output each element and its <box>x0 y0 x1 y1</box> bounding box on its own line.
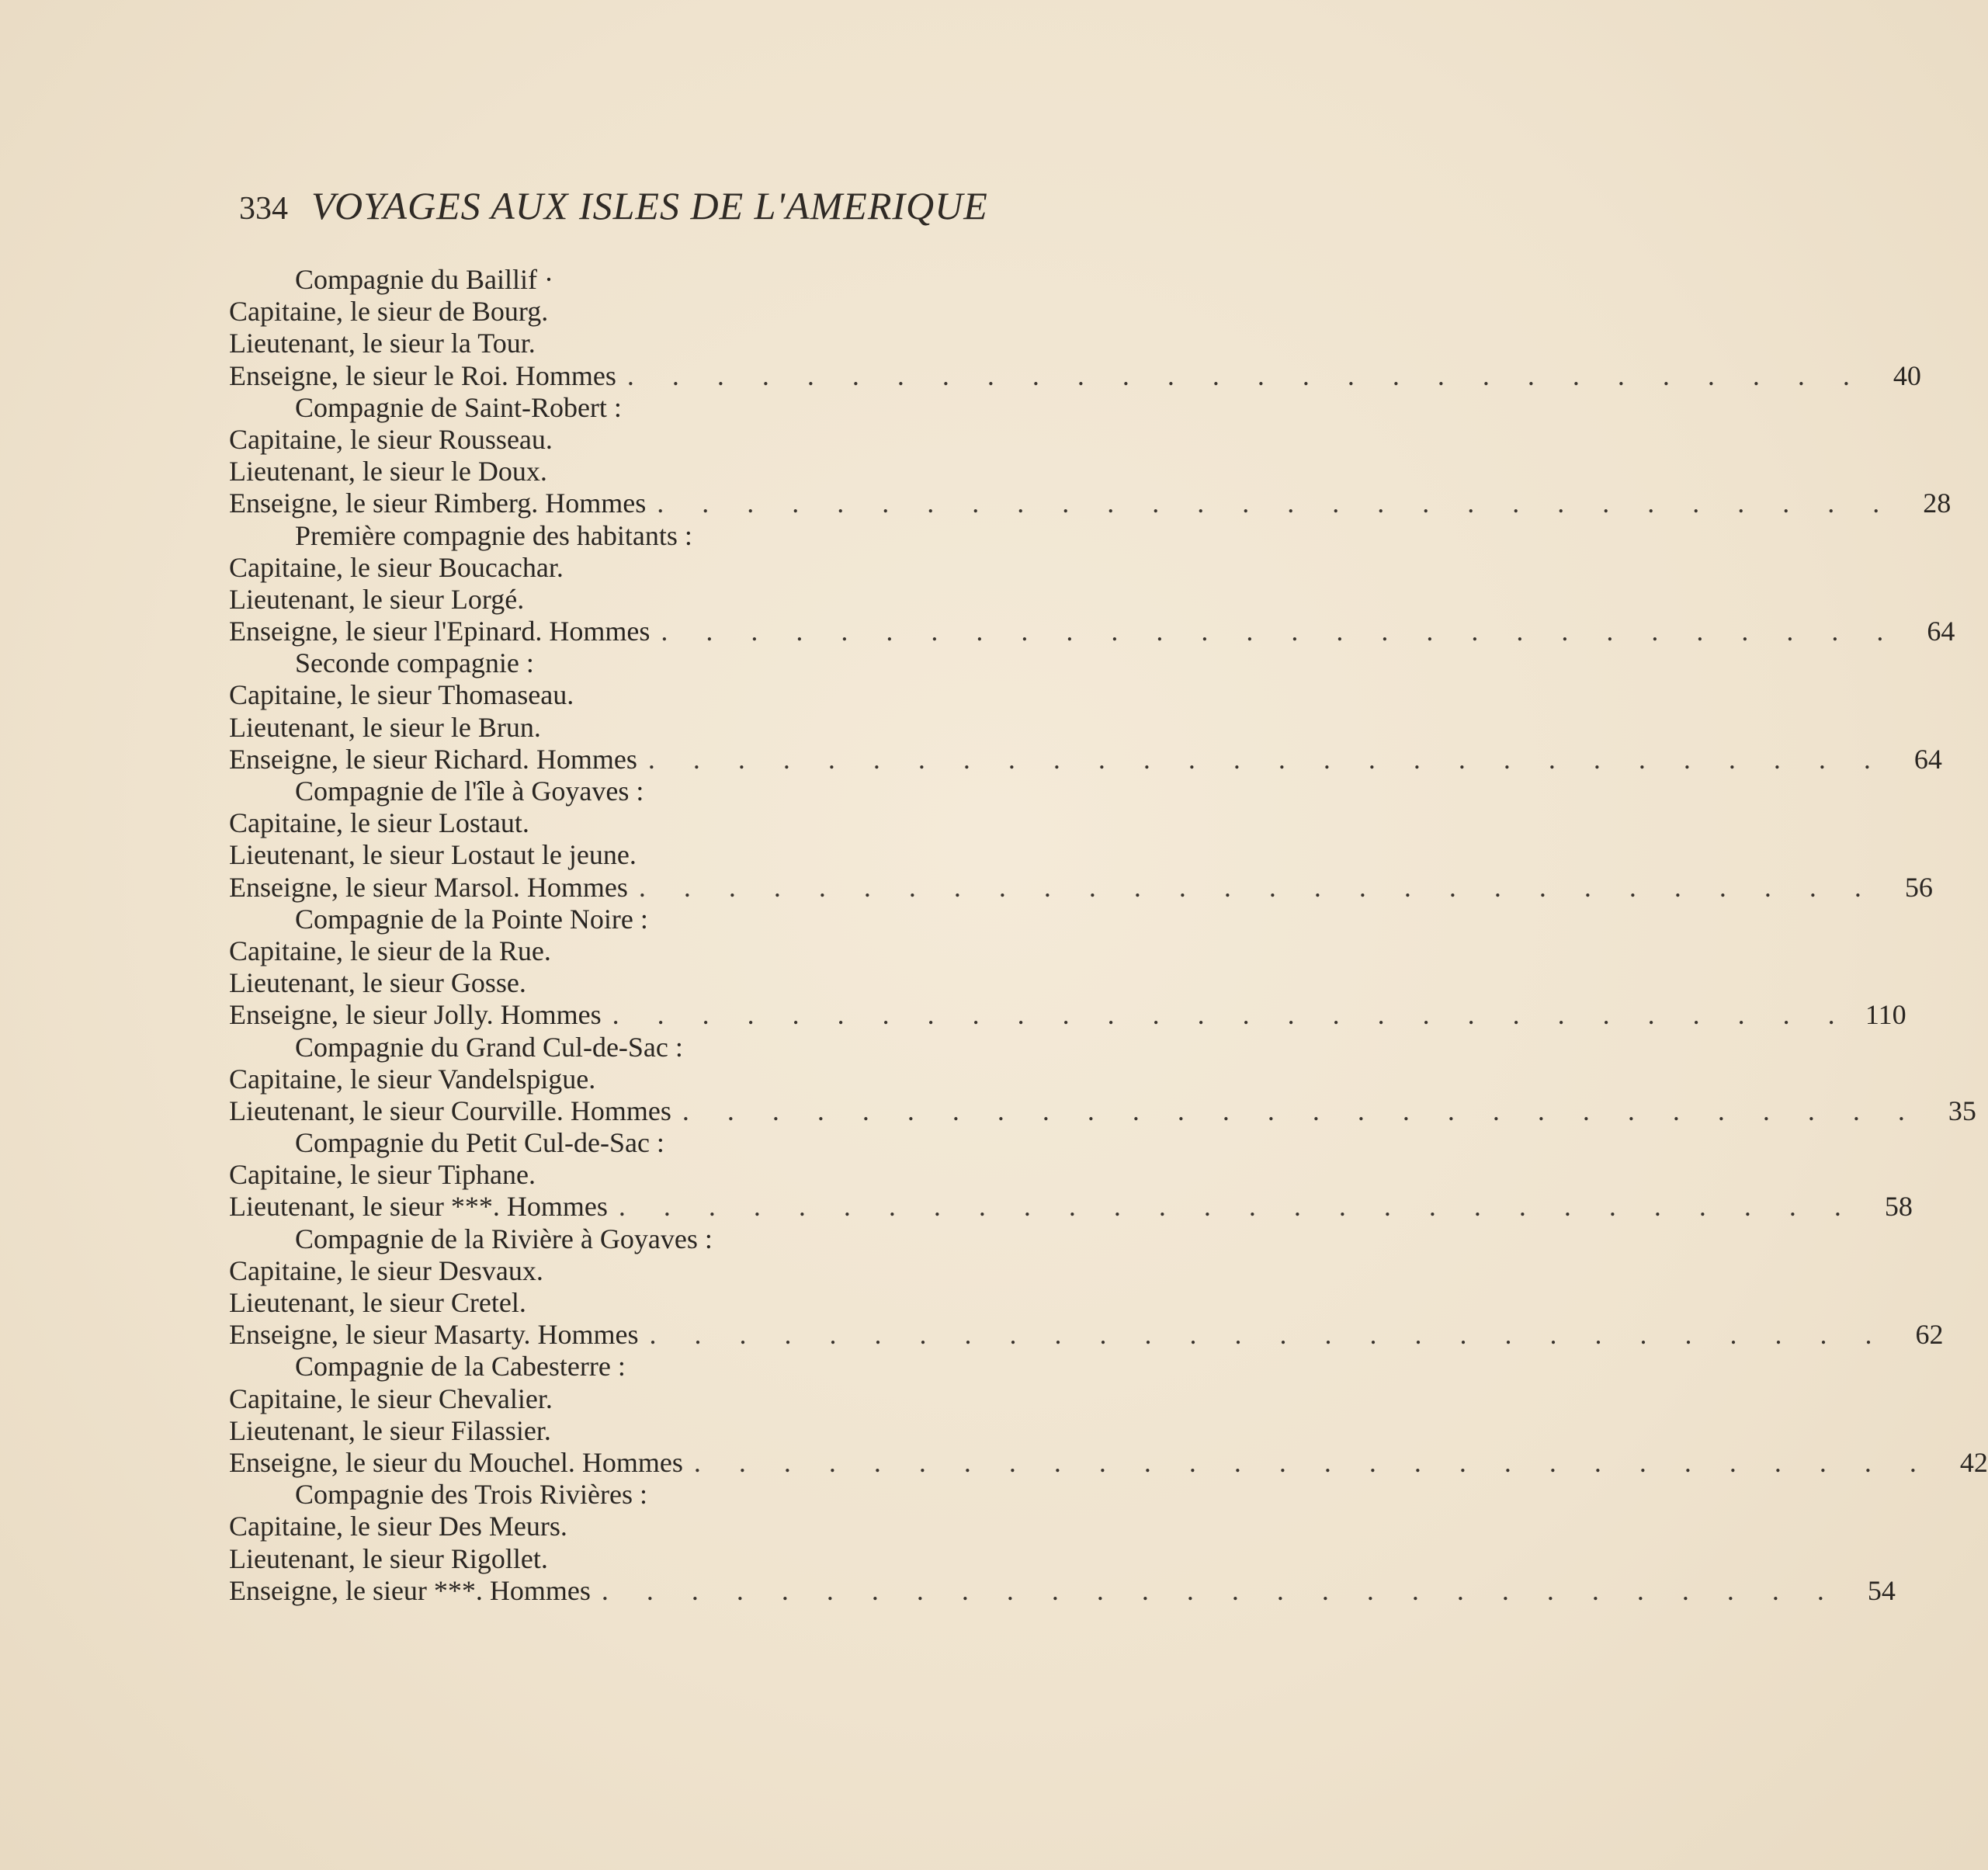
officer-line: Capitaine, le sieur Thomaseau. <box>229 679 574 711</box>
dot-leader: . . . . . . . . . . . . . . . . . . . . . . . . . . . . <box>657 487 1896 519</box>
men-count: 28 <box>1923 487 1952 519</box>
officer-line: Capitaine, le sieur Lostaut. <box>229 807 529 839</box>
officer-line: Capitaine, le sieur Tiphane. <box>229 1159 536 1191</box>
men-count: 56 <box>1904 871 1933 903</box>
officer-line: Lieutenant, le sieur Filassier. <box>229 1414 551 1446</box>
officer-line: Lieutenant, le sieur la Tour. <box>229 328 536 359</box>
officer-line: Capitaine, le sieur Des Meurs. <box>229 1511 567 1542</box>
total-label: Enseigne, le sieur Masarty. Hommes <box>229 1319 639 1351</box>
total-label: Enseigne, le sieur l'Epinard. Hommes <box>229 616 651 647</box>
dot-leader: . . . . . . . . . . . . . . . . . . . . . . . . . . . . <box>638 871 1877 903</box>
officer-line: Capitaine, le sieur Chevalier. <box>229 1383 553 1414</box>
company-heading: Première compagnie des habitants : <box>295 519 692 551</box>
dot-leader: . . . . . . . . . . . . . . . . . . . . . . . . . . . . <box>612 999 1851 1031</box>
total-label: Enseigne, le sieur Jolly. Hommes <box>229 999 602 1031</box>
officer-line: Lieutenant, le sieur Lorgé. <box>229 583 525 615</box>
officer-line: Capitaine, le sieur Rousseau. <box>229 423 553 455</box>
total-label: Enseigne, le sieur du Mouchel. Hommes <box>229 1446 683 1478</box>
page-number: 334 <box>239 191 288 227</box>
total-label: Enseigne, le sieur le Roi. Hommes <box>229 359 616 391</box>
officer-line: Lieutenant, le sieur Rigollet. <box>229 1542 548 1574</box>
total-line <box>229 359 1921 392</box>
officer-line: Lieutenant, le sieur le Brun. <box>229 711 541 743</box>
company-heading: Compagnie des Trois Rivières : <box>295 1479 648 1511</box>
men-count: 42 <box>1959 1446 1988 1478</box>
company-roster <box>229 264 1988 1607</box>
officer-line: Lieutenant, le sieur le Doux. <box>229 456 547 487</box>
men-count: 58 <box>1884 1191 1913 1223</box>
running-title: VOYAGES AUX ISLES DE L'AMERIQUE <box>311 184 988 227</box>
company-heading: Compagnie de la Rivière à Goyaves : <box>295 1223 713 1254</box>
company-heading: Compagnie de Saint-Robert : <box>295 391 622 423</box>
dot-leader: . . . . . . . . . . . . . . . . . . . . . . . . . . . . <box>601 1574 1840 1606</box>
men-count: 54 <box>1867 1574 1896 1606</box>
total-line <box>229 1191 1913 1223</box>
men-count: 110 <box>1865 999 1906 1031</box>
total-label: Enseigne, le sieur Marsol. Hommes <box>229 871 628 903</box>
officer-line: Lieutenant, le sieur Lostaut le jeune. <box>229 839 637 871</box>
total-line <box>229 1319 1944 1351</box>
men-count: 40 <box>1893 359 1921 391</box>
total-line <box>229 743 1942 775</box>
company-heading: Compagnie du Petit Cul-de-Sac : <box>295 1127 664 1159</box>
dot-leader: . . . . . . . . . . . . . . . . . . . . . . . . . . . . <box>661 616 1900 647</box>
men-count: 35 <box>1948 1095 1976 1126</box>
men-count: 64 <box>1927 616 1955 647</box>
company-heading: Compagnie du Baillif · <box>295 264 553 295</box>
officer-line: Lieutenant, le sieur Cretel. <box>229 1287 526 1318</box>
total-label: Enseigne, le sieur ***. Hommes <box>229 1574 591 1606</box>
total-label: Enseigne, le sieur Rimberg. Hommes <box>229 487 647 519</box>
company-heading: Compagnie de la Pointe Noire : <box>295 903 648 935</box>
dot-leader: . . . . . . . . . . . . . . . . . . . . . . . . . . . . <box>618 1191 1857 1223</box>
officer-line: Capitaine, le sieur de la Rue. <box>229 935 551 966</box>
dot-leader: . . . . . . . . . . . . . . . . . . . . . . . . . . . . <box>626 359 1865 391</box>
total-line <box>229 616 1955 647</box>
men-count: 62 <box>1915 1319 1944 1351</box>
company-heading: Compagnie de l'île à Goyaves : <box>295 775 644 807</box>
page-header <box>239 183 988 228</box>
total-label: Lieutenant, le sieur Courville. Hommes <box>229 1095 671 1126</box>
total-line <box>229 871 1933 904</box>
company-heading: Compagnie du Grand Cul-de-Sac : <box>295 1031 683 1063</box>
company-heading: Compagnie de la Cabesterre : <box>295 1351 626 1383</box>
officer-line: Capitaine, le sieur Boucachar. <box>229 551 564 583</box>
dot-leader: . . . . . . . . . . . . . . . . . . . . . . . . . . . . <box>682 1095 1920 1126</box>
total-line <box>229 1446 1988 1479</box>
total-line <box>229 1095 1976 1127</box>
dot-leader: . . . . . . . . . . . . . . . . . . . . . . . . . . . . <box>693 1446 1932 1478</box>
dot-leader: . . . . . . . . . . . . . . . . . . . . . . . . . . . . <box>647 743 1886 775</box>
company-heading: Seconde compagnie : <box>295 647 534 679</box>
total-line <box>229 999 1906 1031</box>
dot-leader: . . . . . . . . . . . . . . . . . . . . . . . . . . . . <box>649 1319 1888 1351</box>
total-label: Lieutenant, le sieur ***. Hommes <box>229 1191 608 1223</box>
total-line <box>229 1574 1896 1607</box>
officer-line: Capitaine, le sieur Desvaux. <box>229 1254 543 1286</box>
men-count: 64 <box>1913 743 1942 775</box>
total-label: Enseigne, le sieur Richard. Hommes <box>229 743 637 775</box>
total-line <box>229 487 1952 519</box>
officer-line: Capitaine, le sieur Vandelspigue. <box>229 1063 596 1095</box>
officer-line: Lieutenant, le sieur Gosse. <box>229 967 526 999</box>
officer-line: Capitaine, le sieur de Bourg. <box>229 296 549 328</box>
